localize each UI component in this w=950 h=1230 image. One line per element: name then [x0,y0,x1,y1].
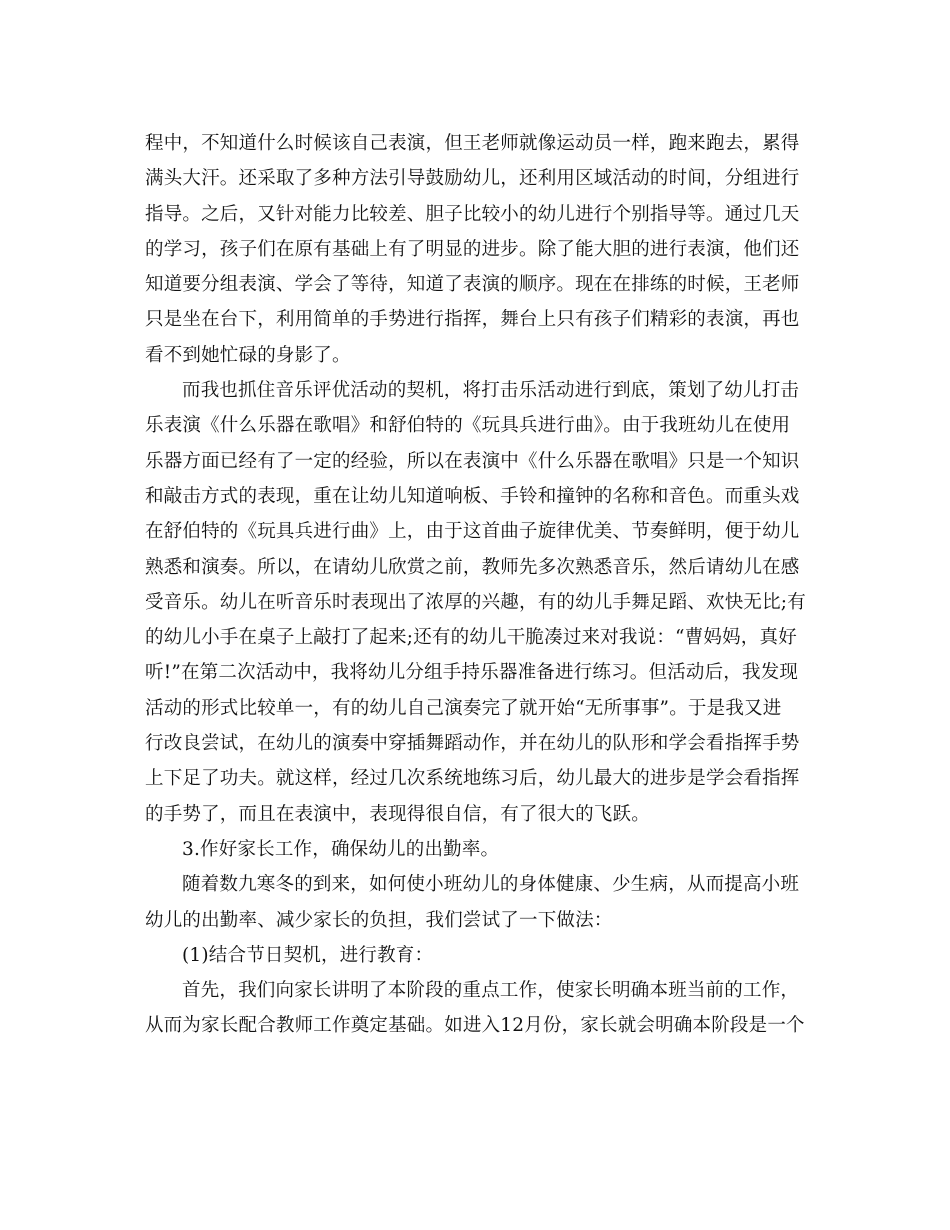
text-line: 只是坐在台下，利用简单的手势进行指挥，舞台上只有孩子们精彩的表演，再也 [145,309,800,331]
subheading-line: (1)结合节日契机，进行教育： [182,944,434,966]
text-line: 从而为家长配合教师工作奠定基础。如进入12月份，家长就会明确本阶段是一个 [145,1015,805,1037]
paragraph-start-line: 随着数九寒冬的到来，如何使小班幼儿的身体健康、少生病，从而提高小班 [182,874,800,896]
text-line: 看不到她忙碌的身影了。 [145,344,351,366]
text-line: 上下足了功夫。就这样，经过几次系统地练习后，幼儿最大的进步是学会看指挥 [145,768,800,790]
paragraph-start-line: 而我也抓住音乐评优活动的契机，将打击乐活动进行到底，策划了幼儿打击 [182,380,800,402]
text-line: 熟悉和演奏。所以，在请幼儿欣赏之前，教师先多次熟悉音乐，然后请幼儿在感 [145,556,800,578]
text-line: 活动的形式比较单一，有的幼儿自己演奏完了就开始“无所事事”。于是我又进 [145,697,782,719]
paragraph-start-line: 首先，我们向家长讲明了本阶段的重点工作，使家长明确本班当前的工作， [182,980,800,1002]
section-heading-line: 3.作好家长工作，确保幼儿的出勤率。 [182,838,500,860]
text-line: 的学习，孩子们在原有基础上有了明显的进步。除了能大胆的进行表演，他们还 [145,238,800,260]
text-line: 幼儿的出勤率、减少家长的负担，我们尝试了一下做法： [145,909,613,931]
text-line: 指导。之后，又针对能力比较差、胆子比较小的幼儿进行个别指导等。通过几天 [145,203,800,225]
text-line: 受音乐。幼儿在听音乐时表现出了浓厚的兴趣，有的幼儿手舞足蹈、欢快无比;有 [145,591,806,613]
text-line: 在舒伯特的《玩具兵进行曲》上，由于这首曲子旋律优美、节奏鲜明，便于幼儿 [145,521,800,543]
text-line: 乐表演《什么乐器在歌唱》和舒伯特的《玩具兵进行曲》。由于我班幼儿在使用 [145,415,791,437]
text-line: 行改良尝试，在幼儿的演奏中穿插舞蹈动作，并在幼儿的队形和学会看指挥手势 [145,733,800,755]
text-line: 的幼儿小手在桌子上敲打了起来;还有的幼儿干脆凑过来对我说：“曹妈妈，真好 [145,627,797,649]
text-line: 知道要分组表演、学会了等待，知道了表演的顺序。现在在排练的时候，王老师 [145,274,800,296]
document-body [145,126,805,1044]
text-line: 和敲击方式的表现，重在让幼儿知道响板、手铃和撞钟的名称和音色。而重头戏 [145,485,800,507]
text-line: 的手势了，而且在表演中，表现得很自信，有了很大的飞跃。 [145,803,650,825]
text-line: 听!”在第二次活动中，我将幼儿分组手持乐器准备进行练习。但活动后，我发现 [145,662,799,684]
text-line: 乐器方面已经有了一定的经验，所以在表演中《什么乐器在歌唱》只是一个知识 [145,450,800,472]
text-line: 满头大汗。还采取了多种方法引导鼓励幼儿，还利用区域活动的时间，分组进行 [145,168,800,190]
text-line: 程中，不知道什么时候该自己表演，但王老师就像运动员一样，跑来跑去，累得 [145,133,800,154]
